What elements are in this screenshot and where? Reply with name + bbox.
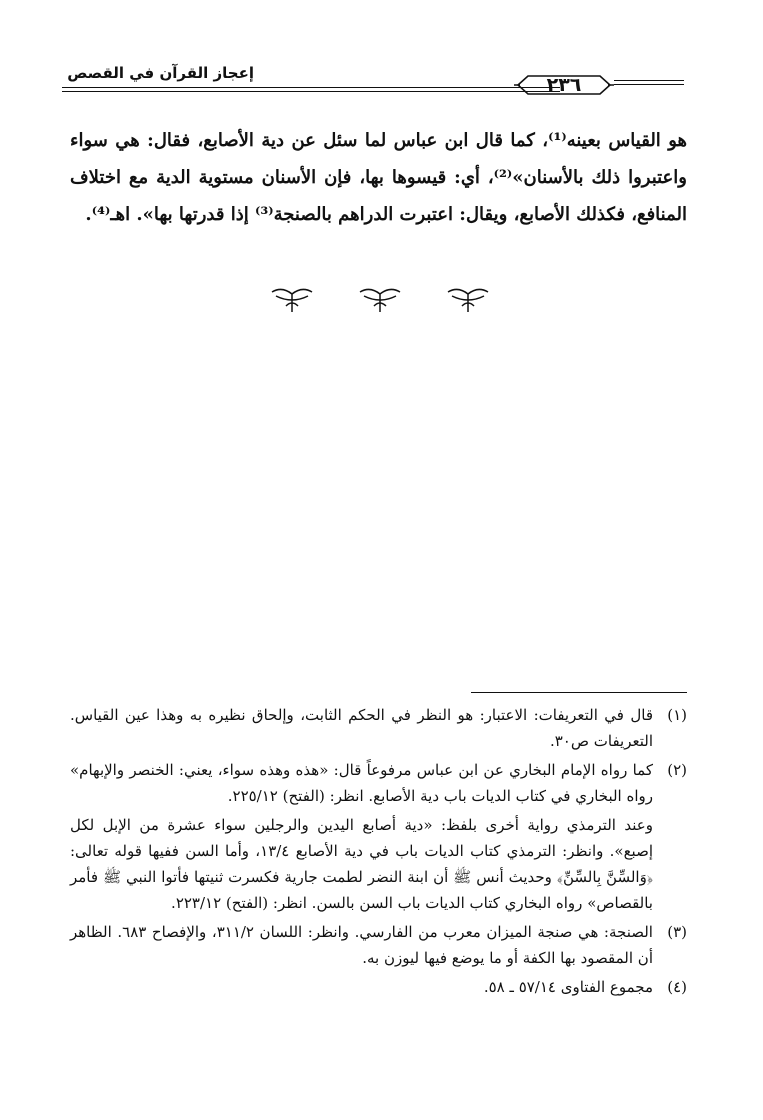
footnotes xyxy=(70,702,687,1003)
footnote-number: (٣) xyxy=(667,923,687,941)
footnote xyxy=(70,919,687,971)
page-number-badge xyxy=(514,70,614,100)
footnote xyxy=(70,757,687,809)
running-header xyxy=(62,60,684,100)
book-title: إعجاز القرآن في القصص xyxy=(67,64,254,82)
main-paragraph: هو القياس بعينه⁽¹⁾، كما قال ابن عباس لما سئل عن دية الأصابع، فقال: هي سواء واعتبروا ذلك بالأسنان»⁽²⁾، أي: قيسوها بها، فإن الأسنان مستوية الدية مع اختلاف المنافع، فكذلك الأصابع، ويقال: اعتبرت الدراهم بالصنجة⁽³⁾ إذا قدرتها بها». اهـ⁽⁴⁾. xyxy=(70,130,688,225)
footnote-number: (٢) xyxy=(667,761,687,779)
header-rule xyxy=(62,87,560,88)
footnote-text: الصنجة: هي صنجة الميزان معرب من الفارسي. وانظر: اللسان ٣١١/٢، والإفصاح ٦٨٣. الظاهر أن المقصود بها الكفة أو ما يوضع فيها ليوزن به. xyxy=(70,923,653,967)
page-number: ٢٣٦ xyxy=(546,74,582,96)
footnote-separator xyxy=(471,692,687,693)
header-rule xyxy=(62,91,560,92)
footnote xyxy=(70,974,687,1000)
footnote-text: كما رواه الإمام البخاري عن ابن عباس مرفوعاً قال: «هذه وهذه سواء، يعني: الخنصر والإبهام» رواه البخاري في كتاب الديات باب دية الأصابع. انظر: (الفتح) ٢٢٥/١٢. xyxy=(70,761,653,805)
footnote-text: قال في التعريفات: الاعتبار: هو النظر في الحكم الثابت، وإلحاق نظيره به وهذا عين القياس. التعريفات ص٣٠. xyxy=(70,706,653,750)
footnote-text: مجموع الفتاوى ٥٧/١٤ ـ ٥٨. xyxy=(483,978,653,996)
floral-ornament-icon xyxy=(270,284,314,324)
footnote-number: (٤) xyxy=(667,978,687,996)
footnote-continuation: وعند الترمذي رواية أخرى بلفظ: «دية أصابع اليدين والرجلين سواء عشرة من الإبل لكل إصبع». وانظر: الترمذي كتاب الديات باب في دية الأصابع ١٣/٤، وأما السن ففيها قوله تعالى: ﴿وَالسِّنَّ بِالسِّنِّ﴾ وحديث أنس ﷺ أن ابنة النضر لطمت جارية فكسرت ثنيتها فأتوا النبي ﷺ فأمر بالقصاص» رواه البخاري كتاب الديات باب السن بالسن. انظر: (الفتح) ٢٢٣/١٢. xyxy=(70,816,653,912)
floral-ornament-icon xyxy=(446,284,490,324)
section-divider xyxy=(270,284,490,324)
floral-ornament-icon xyxy=(358,284,402,324)
header-rule-right xyxy=(614,80,684,88)
footnote-number: (١) xyxy=(667,706,687,724)
footnote xyxy=(70,702,687,754)
